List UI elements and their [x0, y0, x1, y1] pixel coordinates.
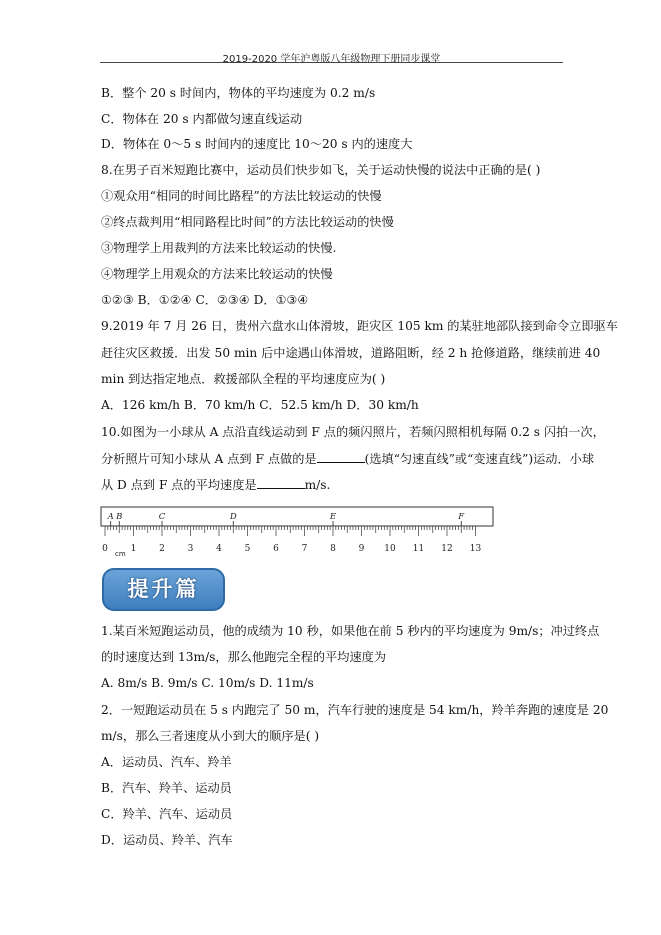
q9-stem-line3: min 到达指定地点．救援部队全程的平均速度应为( ): [101, 372, 386, 386]
point-label-a: A: [107, 512, 114, 522]
ruler-number: 11: [412, 544, 425, 554]
ruler-number: 2: [159, 544, 165, 554]
point-label-c: C: [158, 512, 166, 522]
q10-line2-text-b: (选填“匀速直线”或“变速直线”)运动．小球: [364, 452, 595, 466]
q8-statement-2: ②终点裁判用“相同路程比时间”的方法比较运动的快慢: [101, 215, 394, 229]
ruler-unit: cm: [115, 550, 126, 558]
q8-statement-4: ④物理学上用观众的方法来比较运动的快慢: [101, 267, 333, 281]
page-header: 2019-2020 学年沪粤版八年级物理下册同步课堂: [222, 54, 441, 65]
q9-options: A．126 km/h B．70 km/h C．52.5 km/h D．30 km/h: [101, 398, 419, 412]
ruler-number: 12: [441, 544, 453, 554]
ruler-number: 4: [216, 544, 222, 554]
s2-q2-option-b: B．汽车、羚羊、运动员: [101, 781, 232, 795]
ruler-number: 0: [102, 544, 108, 554]
q10-stem-line1: 10.如图为一小球从 A 点沿直线运动到 F 点的频闪照片，若频闪照相机每隔 0.2 s 闪拍一次，: [101, 425, 605, 439]
q8-stem: 8.在男子百米短跑比赛中，运动员们快步如飞，关于运动快慢的说法中正确的是( ): [101, 163, 541, 177]
ruler-number: 8: [330, 544, 336, 554]
ruler-number: 9: [358, 544, 365, 554]
ruler-figure: [100, 506, 495, 558]
q9-stem-line1: 9.2019 年 7 月 26 日，贵州六盘水山体滑坡，距灾区 105 km 的某驻地部队接到命令立即驱车: [101, 319, 618, 333]
ruler-number: 10: [384, 544, 396, 554]
s2-q2-option-d: D．运动员、羚羊、汽车: [101, 833, 233, 847]
ruler-number: 13: [469, 544, 482, 554]
s2-q2-line2: m/s，那么三者速度从小到大的顺序是( ): [101, 729, 320, 743]
point-label-f: F: [458, 512, 465, 522]
header-rule: [100, 62, 563, 63]
ruler-number: 6: [273, 544, 279, 554]
q10-stem-line2: [101, 450, 594, 467]
option-c-line: C．物体在 20 s 内都做匀速直线运动: [101, 112, 303, 126]
ruler-number: 5: [244, 544, 251, 554]
answer-blank-1[interactable]: [317, 450, 365, 463]
q8-statement-3: ③物理学上用裁判的方法来比较运动的快慢.: [101, 241, 337, 255]
s2-q2-option-c: C．羚羊、汽车、运动员: [101, 807, 233, 821]
ruler-number: 7: [301, 544, 308, 554]
q9-stem-line2: 赶往灾区救援．出发 50 min 后中途遇山体滑坡，道路阻断，经 2 h 抢修道路，继续前进 40: [101, 346, 601, 360]
q10-stem-line3: [101, 476, 330, 493]
s2-q1-line1: 1.某百米短跑运动员，他的成绩为 10 秒，如果他在前 5 秒内的平均速度为 9m/s；冲过终点: [101, 624, 600, 638]
answer-blank-2[interactable]: [257, 476, 305, 489]
s2-q2-line1: 2．一短跑运动员在 5 s 内跑完了 50 m，汽车行驶的速度是 54 km/h，羚羊奔跑的速度是 20: [101, 703, 609, 717]
q10-line3-text-b: m/s.: [304, 478, 331, 492]
point-label-b: B: [116, 512, 123, 522]
s2-q1-options: A. 8m/s B. 9m/s C. 10m/s D. 11m/s: [101, 676, 314, 690]
ruler-number: 3: [187, 544, 194, 554]
option-d-line: D．物体在 0～5 s 时间内的速度比 10～20 s 内的速度大: [101, 137, 413, 151]
point-label-d: D: [229, 512, 237, 522]
q8-statement-1: ①观众用“相同的时间比路程”的方法比较运动的快慢: [101, 189, 382, 203]
point-label-e: E: [329, 512, 337, 522]
s2-q1-line2: 的时速度达到 13m/s，那么他跑完全程的平均速度为: [101, 650, 387, 664]
q8-options: ①②③ B．①②④ C．②③④ D．①③④: [101, 293, 309, 307]
option-b-line: B．整个 20 s 时间内，物体的平均速度为 0.2 m/s: [101, 86, 376, 100]
q10-line2-text-a: 分析照片可知小球从 A 点到 F 点做的是: [101, 452, 317, 466]
q10-line3-text-a: 从 D 点到 F 点的平均速度是: [101, 478, 257, 492]
section-badge: 提升篇: [102, 568, 225, 611]
s2-q2-option-a: A．运动员、汽车、羚羊: [101, 755, 232, 769]
ruler-number: 1: [130, 544, 137, 554]
